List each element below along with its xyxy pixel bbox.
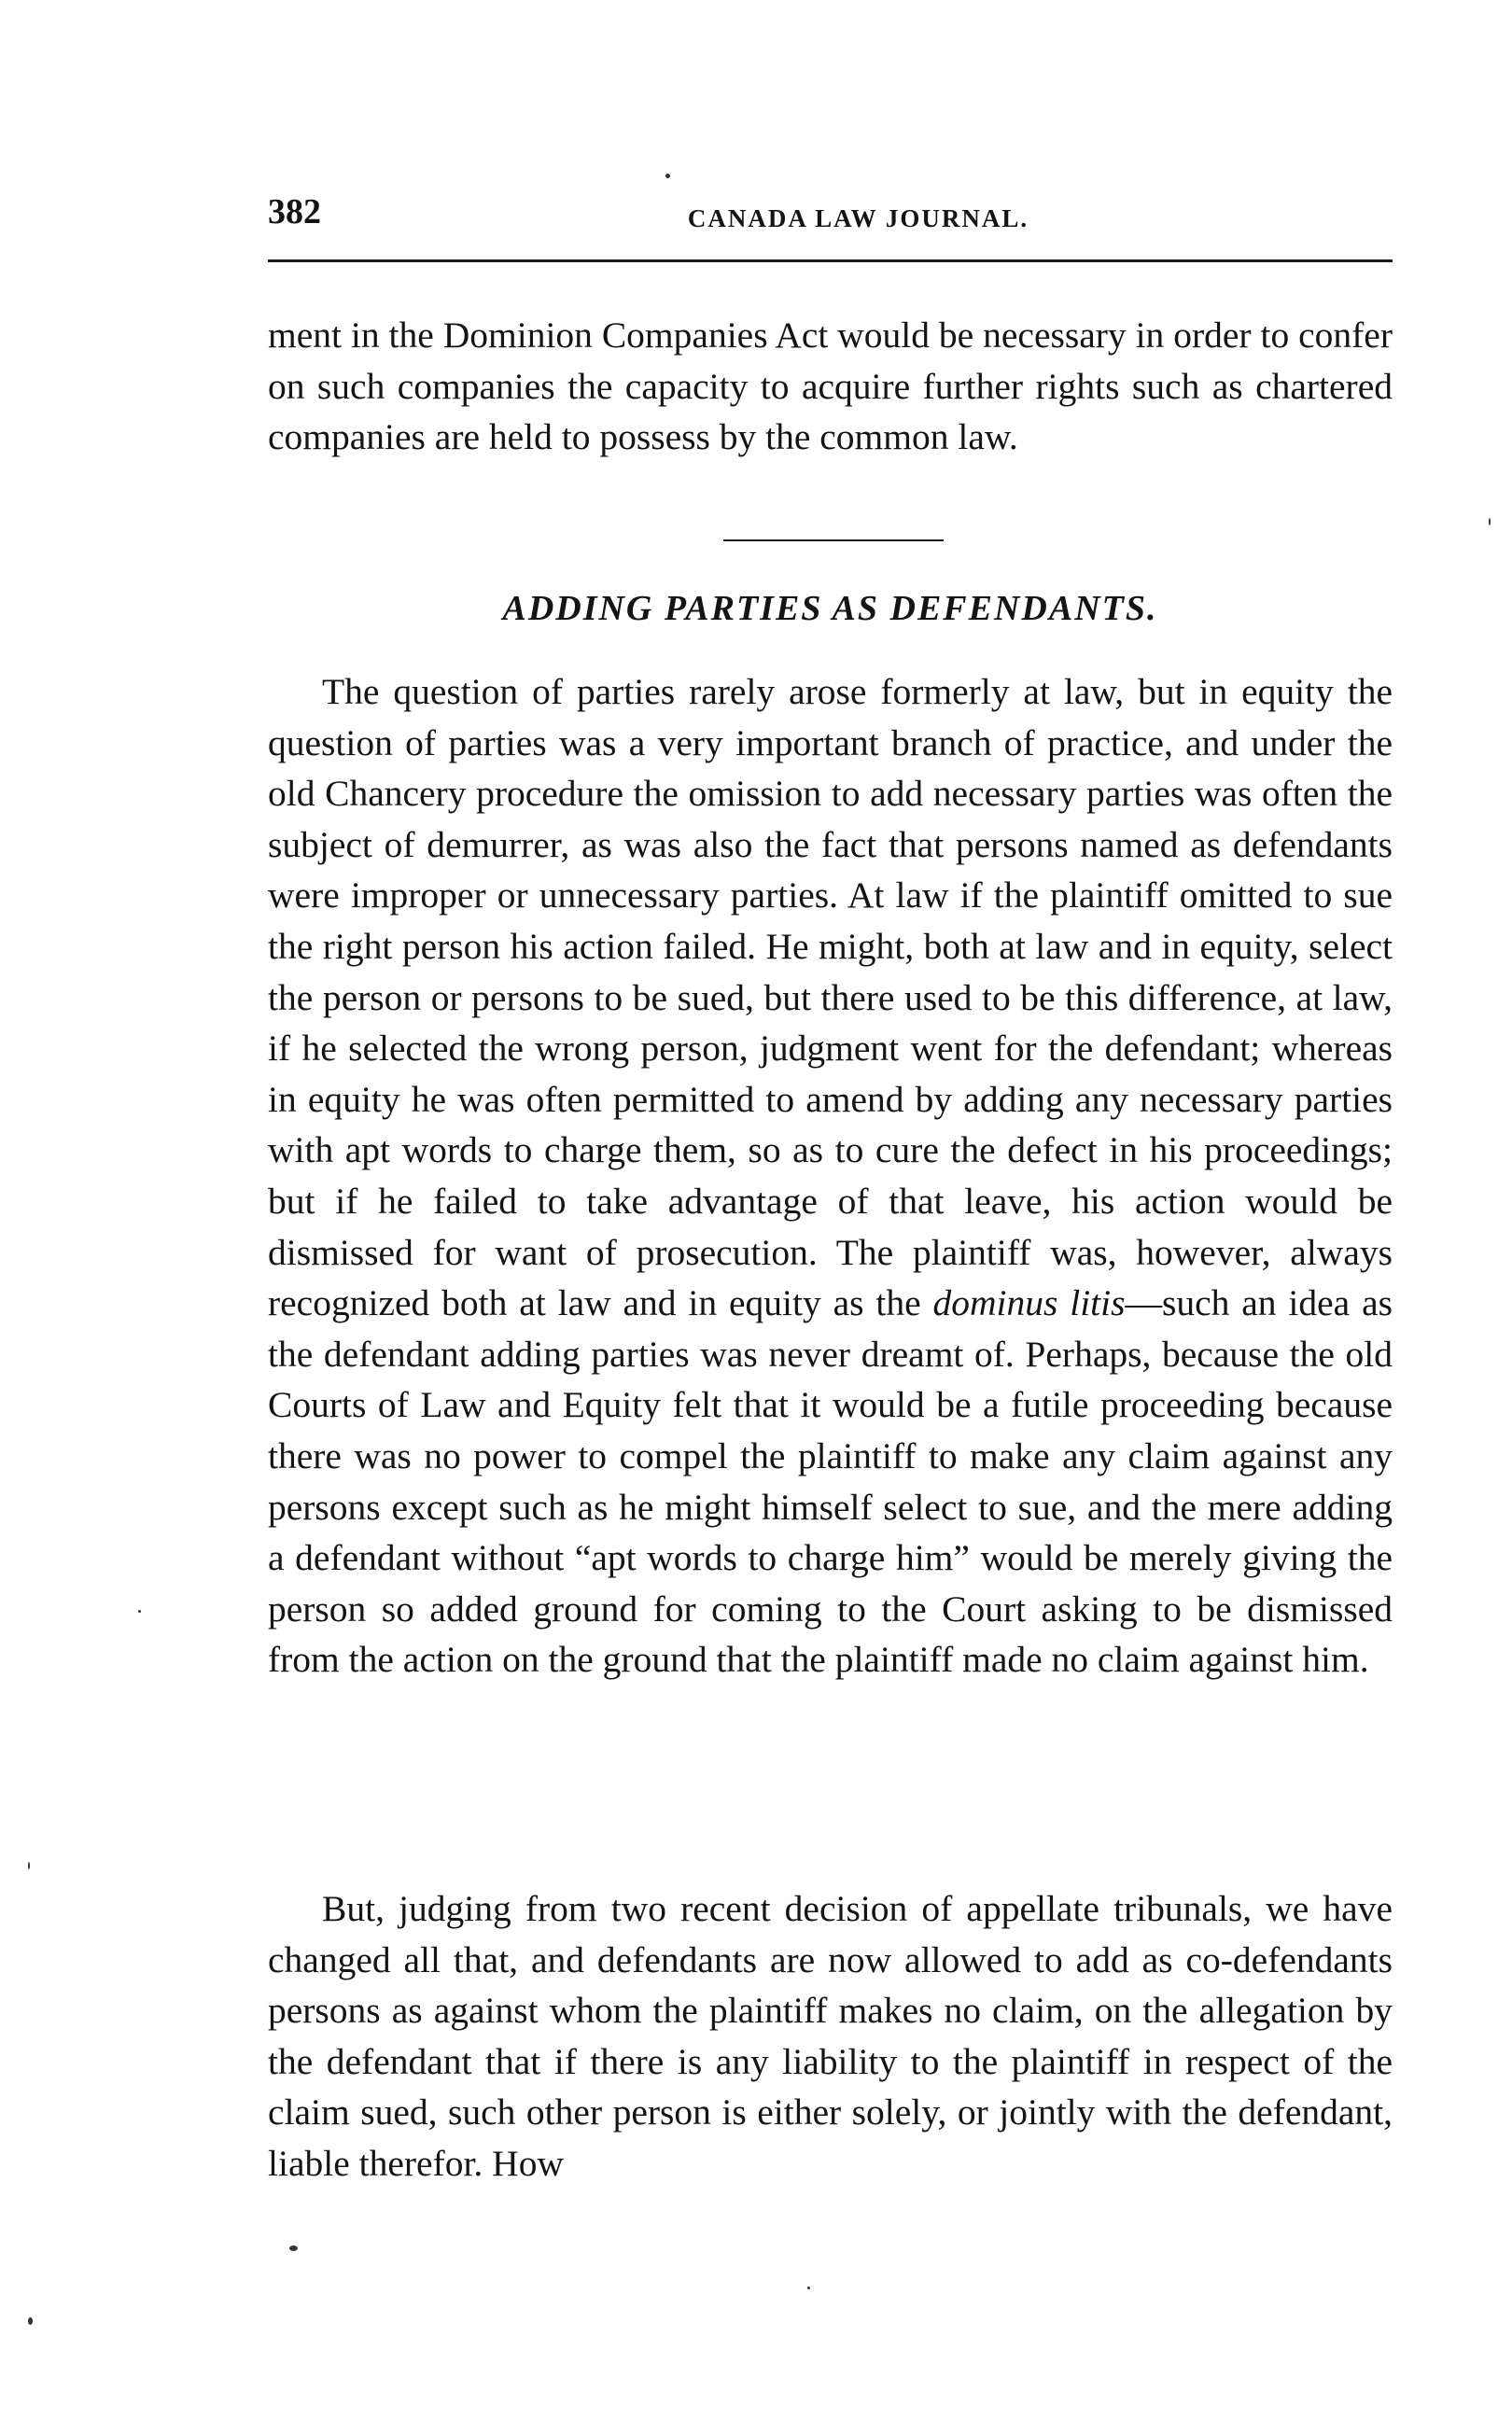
running-head: CANADA LAW JOURNAL. [687,204,1029,232]
section-divider [723,539,944,541]
paragraph-final: But, judging from two recent decision of appellate tribunals, we have changed all that, and defendants are now allowed to add as co-defendants persons as against whom the plaintiff makes no claim, on the allegation by the defendant that if there is any liability to the plaintiff in respect of the claim sued, such other person is either solely, or jointly with the defendant, liable therefor. How [268,1888,1393,2184]
scan-speck [138,1610,141,1613]
header-rule [268,259,1393,262]
scan-speck [289,2245,298,2251]
paragraph-main [268,666,1393,1686]
paragraph-main-text-1: The question of parties rarely arose formerly at law, but in equity the question of parties was a very important branch of practice, and under the old Chancery procedure the omission to add necessary parties was often the subject of demurrer, as was also the fact that persons named as defendants were improper or unnecessary parties. At law if the plaintiff omitted to sue the right person his action failed. He might, both at law and in equity, select the person or persons to be sued, but there used to be this difference, at law, if he selected the wrong person, judgment went for the defendant; whereas in equity he was often permitted to amend by adding any necessary parties with apt words to charge them, so as to cure the defect in his proceedings; but if he failed to take advantage of that leave, his action would be dismissed for want of prosecution. The plaintiff was, however, always recognized both at law and in equity as the [268,671,1393,1324]
scan-speck [28,1862,30,1869]
scan-speck [807,2287,810,2289]
latin-term: dominus litis [932,1282,1126,1324]
paragraph-main-text-2: —such an idea as the defendant adding parties was never dreamt of. Perhaps, because the old Courts of Law and Equity felt that it would be a futile proceeding because there was no power to compel the plaintiff to make any claim against any persons except such as he might himself select to sue, and the mere adding a defendant without “apt words to charge him” would be merely giving the person so added ground for coming to the Court asking to be dismissed from the action on the ground that the plaintiff made no claim against him. [268,1282,1393,1681]
scan-speck [665,174,670,178]
page-header [268,191,1393,247]
page-number: 382 [268,192,321,231]
scan-speck [28,2317,33,2325]
paragraph-continuation: ment in the Dominion Companies Act would be necessary in order to confer on such companies the capacity to acquire further rights such as chartered companies are held to possess by the common law. [268,315,1393,458]
section-heading: ADDING PARTIES AS DEFENDANTS. [502,589,1158,628]
scan-speck [1489,518,1491,525]
